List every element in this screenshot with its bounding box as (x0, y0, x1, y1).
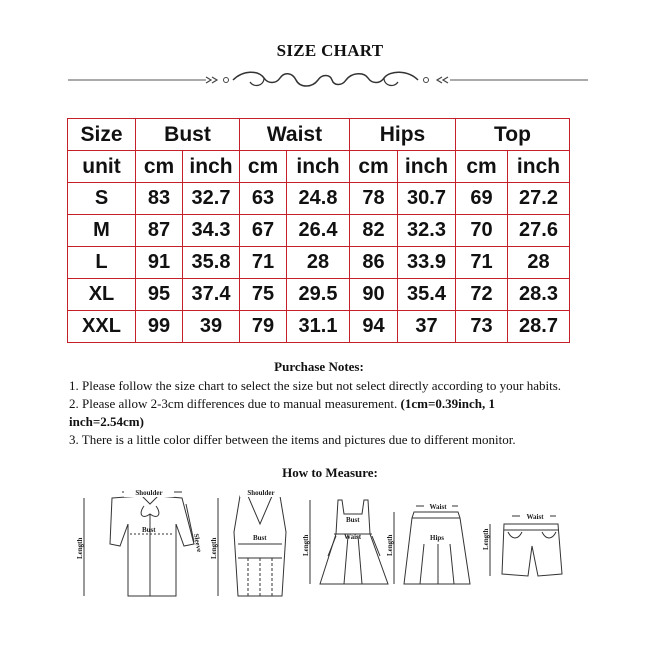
unit-cell: cm (136, 151, 183, 183)
table-cell: 27.6 (508, 215, 570, 247)
table-cell: 72 (456, 279, 508, 311)
unit-cell: cm (456, 151, 508, 183)
shorts-diagram (490, 516, 562, 576)
table-row (68, 215, 570, 247)
shirt-diagram (84, 492, 194, 596)
dress-bust-label: Bust (346, 516, 360, 524)
measurement-diagrams (72, 484, 592, 610)
dress-waist-label: Waist (344, 533, 362, 541)
dress-diagram (310, 500, 388, 584)
table-row (68, 183, 570, 215)
table-cell: 35.4 (398, 279, 456, 311)
unit-cell: cm (240, 151, 287, 183)
table-cell: 73 (456, 311, 508, 343)
skirt-waist-label: Waist (429, 503, 447, 511)
shirt-sleeve-label: Sleeve (192, 532, 204, 553)
page-title: SIZE CHART (276, 41, 384, 60)
table-cell: 33.9 (398, 247, 456, 279)
table-cell: 63 (240, 183, 287, 215)
table-cell: 24.8 (287, 183, 350, 215)
tank-diagram (218, 492, 286, 596)
table-unit-row (68, 151, 570, 183)
shirt-bust-label: Bust (142, 526, 156, 534)
note-2-conversion: (1cm=0.39inch, 1 inch=2.54cm) (69, 396, 495, 429)
shorts-waist-label: Waist (526, 513, 544, 521)
table-cell: 67 (240, 215, 287, 247)
table-cell: 99 (136, 311, 183, 343)
table-cell: 71 (240, 247, 287, 279)
unit-cell: inch (183, 151, 240, 183)
shirt-length-label: Length (76, 537, 84, 559)
table-cell: 37 (398, 311, 456, 343)
table-cell: 28.3 (508, 279, 570, 311)
how-to-measure-title: How to Measure: (282, 465, 378, 480)
unit-cell: inch (398, 151, 456, 183)
size-label: L (68, 247, 136, 279)
table-cell: 94 (350, 311, 398, 343)
size-table (67, 118, 570, 343)
note-3: 3. There is a little color differ between the items and pictures due to different monitor. (69, 432, 516, 447)
table-cell: 31.1 (287, 311, 350, 343)
table-cell: 28 (287, 247, 350, 279)
table-cell: 34.3 (183, 215, 240, 247)
note-1: 1. Please follow the size chart to select the size but not select directly according to your habits. (69, 378, 562, 393)
title-ornament (68, 66, 588, 94)
shirt-shoulder-label: Shoulder (135, 489, 163, 497)
table-row (68, 311, 570, 343)
table-cell: 35.8 (183, 247, 240, 279)
table-cell: 39 (183, 311, 240, 343)
header-bust: Bust (136, 119, 240, 151)
tank-length-label: Length (210, 537, 218, 559)
purchase-notes (69, 358, 569, 449)
table-cell: 37.4 (183, 279, 240, 311)
table-cell: 27.2 (508, 183, 570, 215)
table-cell: 28 (508, 247, 570, 279)
table-row (68, 247, 570, 279)
table-cell: 32.3 (398, 215, 456, 247)
notes-title: Purchase Notes: (274, 359, 364, 374)
table-cell: 29.5 (287, 279, 350, 311)
table-cell: 83 (136, 183, 183, 215)
dress-length-label: Length (302, 534, 310, 556)
unit-cell: inch (287, 151, 350, 183)
table-cell: 69 (456, 183, 508, 215)
table-cell: 75 (240, 279, 287, 311)
table-cell: 26.4 (287, 215, 350, 247)
shorts-length-label: Length (482, 528, 490, 550)
table-cell: 91 (136, 247, 183, 279)
header-top: Top (456, 119, 570, 151)
header-hips: Hips (350, 119, 456, 151)
unit-cell: inch (508, 151, 570, 183)
tank-bust-label: Bust (253, 534, 267, 542)
tank-shoulder-label: Shoulder (247, 489, 275, 497)
skirt-length-label: Length (386, 534, 394, 556)
table-cell: 79 (240, 311, 287, 343)
table-cell: 86 (350, 247, 398, 279)
table-cell: 82 (350, 215, 398, 247)
note-2-text: 2. Please allow 2-3cm differences due to manual measurement. (69, 396, 401, 411)
table-cell: 70 (456, 215, 508, 247)
table-cell: 78 (350, 183, 398, 215)
header-size: Size (68, 119, 136, 151)
note-2 (69, 395, 569, 431)
table-cell: 28.7 (508, 311, 570, 343)
table-cell: 30.7 (398, 183, 456, 215)
unit-label: unit (68, 151, 136, 183)
header-waist: Waist (240, 119, 350, 151)
table-cell: 32.7 (183, 183, 240, 215)
table-cell: 90 (350, 279, 398, 311)
table-cell: 95 (136, 279, 183, 311)
skirt-hips-label: Hips (430, 534, 445, 542)
unit-cell: cm (350, 151, 398, 183)
size-label: XXL (68, 311, 136, 343)
table-header-row (68, 119, 570, 151)
table-row (68, 279, 570, 311)
table-cell: 87 (136, 215, 183, 247)
size-label: XL (68, 279, 136, 311)
size-label: M (68, 215, 136, 247)
table-cell: 71 (456, 247, 508, 279)
size-label: S (68, 183, 136, 215)
skirt-diagram (394, 506, 470, 584)
